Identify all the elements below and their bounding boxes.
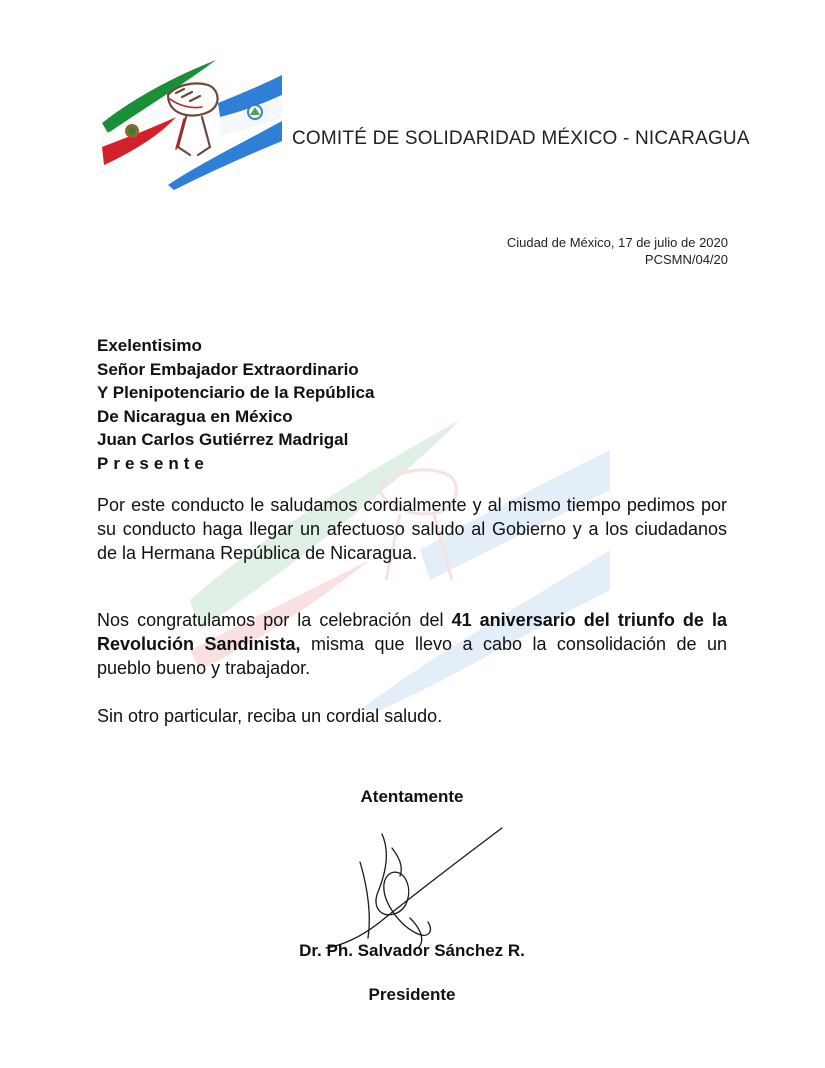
- recipient-line: Exelentisimo: [97, 336, 202, 355]
- paragraph-2-text: Nos congratulamos por la celebración del: [97, 610, 452, 630]
- paragraph-2-highlight: 41 aniversario del triunfo de la Revolución Sandinista,: [97, 610, 727, 654]
- recipient-line: De Nicaragua en México: [97, 406, 293, 426]
- signer-name: Dr. Ph. Salvador Sánchez R.: [299, 941, 525, 960]
- recipient-block: [97, 334, 374, 475]
- organization-name: COMITÉ DE SOLIDARIDAD MÉXICO - NICARAGUA: [292, 128, 750, 149]
- closing-salutation: Atentamente: [360, 787, 464, 806]
- body-paragraph-3: Sin otro particular, reciba un cordial saludo.: [97, 706, 443, 726]
- recipient-line: Y Plenipotenciario de la República: [97, 383, 375, 402]
- committee-logo: [98, 55, 288, 190]
- place-date: Ciudad de México, 17 de julio de 2020: [506, 235, 728, 250]
- recipient-line: Juan Carlos Gutiérrez Madrigal: [97, 430, 349, 449]
- recipient-line: Señor Embajador Extraordinario: [97, 359, 359, 379]
- body-paragraph-2: [97, 608, 727, 680]
- handwritten-signature: [320, 822, 510, 952]
- paragraph-2-text-end: misma que llevo a cabo la consolidación de un pueblo bueno y trabajador.: [97, 634, 727, 678]
- body-paragraph-1: Por este conducto le saludamos cordialmente y al mismo tiempo pedimos por su conducto haga llegar un afectuoso saludo al Gobierno y a los ciudadanos de la Hermana República de Nicaragua.: [97, 495, 727, 563]
- reference-number: PCSMN/04/20: [644, 252, 728, 267]
- signer-role: Presidente: [368, 985, 456, 1004]
- date-reference-block: [507, 234, 728, 268]
- presente-line: Presente: [97, 453, 209, 473]
